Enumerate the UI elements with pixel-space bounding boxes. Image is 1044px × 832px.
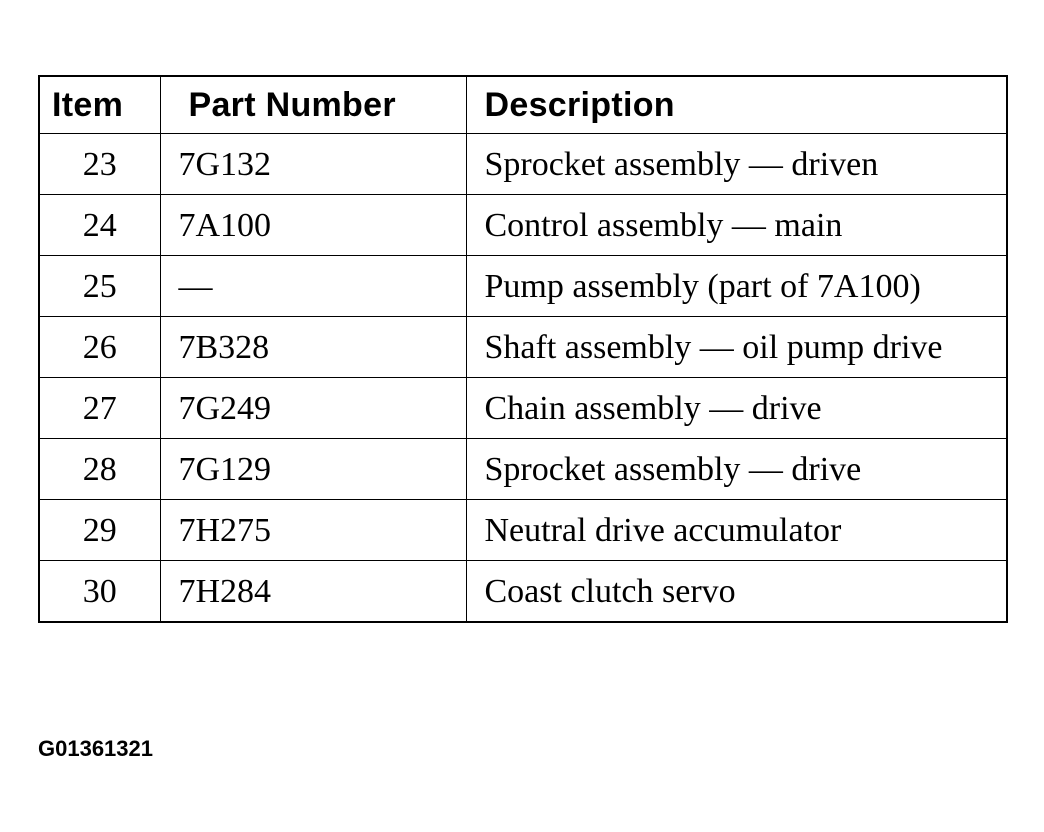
table-header-row <box>39 76 1007 134</box>
cell-item-number: 24 <box>39 195 160 256</box>
table-row <box>39 439 1007 500</box>
cell-part-number: 7B328 <box>160 317 466 378</box>
cell-part-number: — <box>160 256 466 317</box>
table-row <box>39 500 1007 561</box>
table-row <box>39 378 1007 439</box>
cell-part-number: 7A100 <box>160 195 466 256</box>
table-body <box>39 134 1007 623</box>
column-header-item: Item <box>39 76 160 134</box>
cell-part-number: 7G132 <box>160 134 466 195</box>
cell-item-number: 29 <box>39 500 160 561</box>
cell-part-number: 7G249 <box>160 378 466 439</box>
table-row <box>39 195 1007 256</box>
cell-description: Chain assembly — drive <box>466 378 1007 439</box>
cell-description: Pump assembly (part of 7A100) <box>466 256 1007 317</box>
cell-description: Neutral drive accumulator <box>466 500 1007 561</box>
parts-table <box>38 75 1008 623</box>
cell-item-number: 26 <box>39 317 160 378</box>
cell-item-number: 25 <box>39 256 160 317</box>
cell-item-number: 28 <box>39 439 160 500</box>
figure-id: G01361321 <box>38 736 153 761</box>
table-row <box>39 317 1007 378</box>
cell-part-number: 7H284 <box>160 561 466 623</box>
cell-description: Coast clutch servo <box>466 561 1007 623</box>
column-header-description: Description <box>466 76 1007 134</box>
cell-description: Shaft assembly — oil pump drive <box>466 317 1007 378</box>
cell-description: Sprocket assembly — driven <box>466 134 1007 195</box>
cell-description: Sprocket assembly — drive <box>466 439 1007 500</box>
cell-part-number: 7H275 <box>160 500 466 561</box>
cell-item-number: 23 <box>39 134 160 195</box>
cell-part-number: 7G129 <box>160 439 466 500</box>
table-row <box>39 256 1007 317</box>
cell-description: Control assembly — main <box>466 195 1007 256</box>
table-row <box>39 134 1007 195</box>
cell-item-number: 30 <box>39 561 160 623</box>
column-header-part-number: Part Number <box>160 76 466 134</box>
table-row <box>39 561 1007 623</box>
cell-item-number: 27 <box>39 378 160 439</box>
